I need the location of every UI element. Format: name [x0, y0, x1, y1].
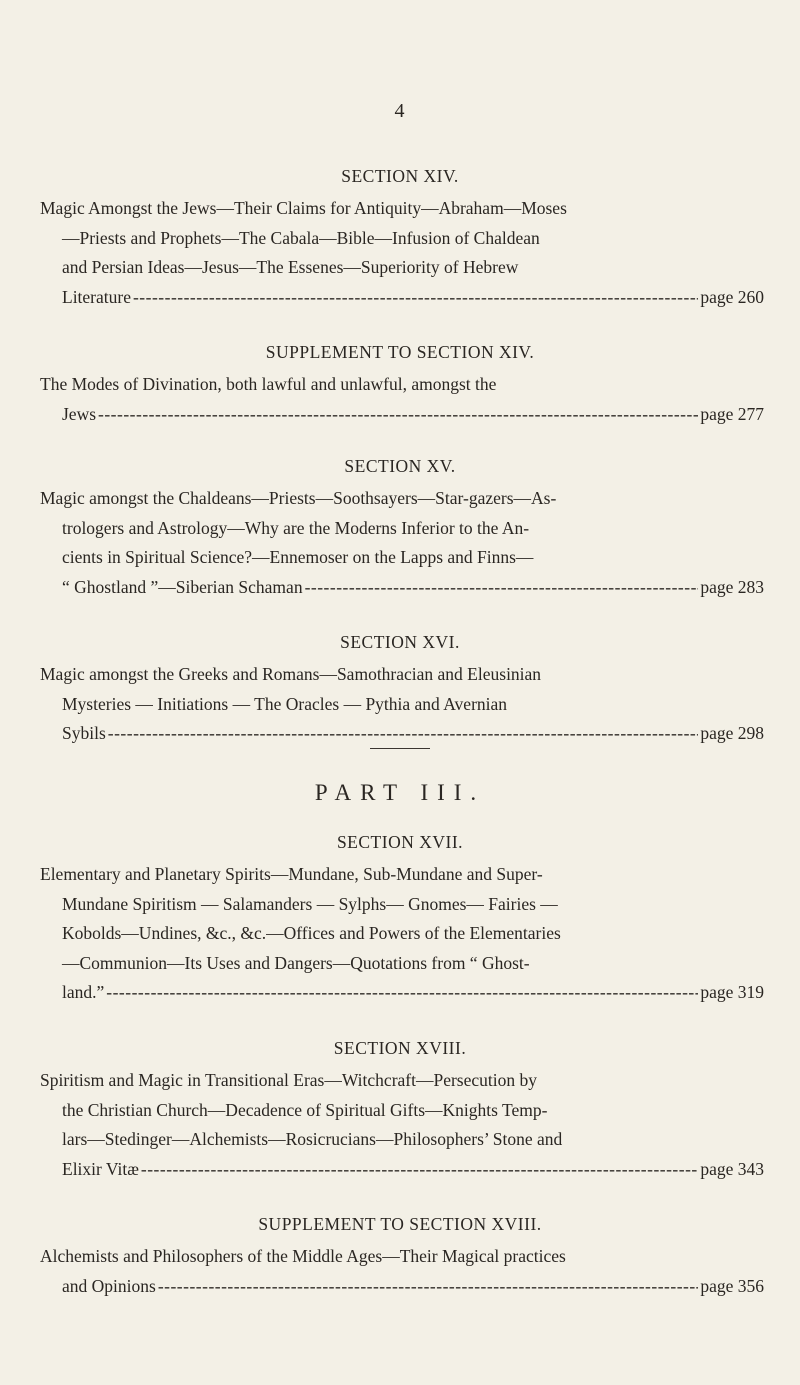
- toc-entry: [40, 1242, 764, 1301]
- dot-leader: [141, 1155, 698, 1185]
- page-reference: page 277: [700, 403, 764, 424]
- entry-leader-line: [40, 1155, 764, 1185]
- section-heading: SECTION XVII.: [336, 832, 464, 852]
- entry-line: Jews: [62, 403, 97, 424]
- entry-line: Magic amongst the Greeks and Romans—Samothracian and Eleusinian: [40, 664, 542, 684]
- page-reference: page 260: [700, 286, 764, 307]
- page-reference: page 343: [700, 1158, 764, 1179]
- part-title: PART III.: [314, 780, 486, 805]
- entry-line: Alchemists and Philosophers of the Middle Ages—Their Magical practices: [40, 1246, 566, 1266]
- entry-line: —Communion—Its Uses and Dangers—Quotations from “ Ghost-: [62, 952, 530, 973]
- toc-entry: [40, 484, 764, 602]
- page-reference: page 298: [700, 723, 764, 743]
- entry-leader-line: [40, 719, 764, 749]
- page-number: 4: [394, 100, 406, 122]
- dot-leader: [133, 283, 698, 313]
- entry-line: Mundane Spiritism — Salamanders — Sylphs— Gnomes— Fairies —: [62, 893, 558, 914]
- entry-line: Elixir Vitæ: [62, 1158, 139, 1179]
- entry-leader-line: [40, 283, 764, 313]
- entry-line: “ Ghostland ”—Siberian Schaman: [62, 576, 303, 597]
- entry-line: and Opinions: [62, 1275, 156, 1296]
- section-heading: SECTION XIV.: [341, 166, 459, 186]
- page-reference: page 319: [700, 982, 764, 1002]
- entry-line: Sybils: [62, 723, 106, 743]
- dot-leader: [305, 573, 699, 603]
- entry-line: the Christian Church—Decadence of Spiritual Gifts—Knights Temp-: [62, 1099, 548, 1120]
- dot-leader: [108, 719, 699, 749]
- entry-leader-line: [40, 1272, 764, 1302]
- toc-entry: [40, 194, 764, 312]
- toc-entry: [40, 660, 764, 749]
- page-reference: page 283: [700, 576, 764, 597]
- section-heading: SECTION XVIII.: [333, 1038, 467, 1058]
- section-heading: SECTION XVI.: [340, 632, 460, 652]
- dot-leader: [98, 400, 698, 430]
- entry-leader-line: [40, 978, 764, 1008]
- toc-entry: [40, 1066, 764, 1184]
- entry-line: Spiritism and Magic in Transitional Eras—Witchcraft—Persecution by: [40, 1070, 537, 1090]
- entry-line: Elementary and Planetary Spirits—Mundane, Sub-Mundane and Super-: [40, 864, 543, 884]
- dot-leader: [106, 978, 698, 1008]
- entry-line: Magic amongst the Chaldeans—Priests—Soothsayers—Star-gazers—As-: [40, 488, 557, 508]
- entry-leader-line: [40, 573, 764, 603]
- entry-line: and Persian Ideas—Jesus—The Essenes—Superiority of Hebrew: [62, 257, 519, 277]
- entry-leader-line: [40, 400, 764, 430]
- entry-line: Literature: [62, 286, 131, 307]
- entry-line: —Priests and Prophets—The Cabala—Bible—Infusion of Chaldean: [62, 227, 540, 248]
- page-reference: page 356: [700, 1275, 764, 1296]
- section-heading: SUPPLEMENT TO SECTION XIV.: [265, 342, 535, 362]
- section-divider: [370, 748, 430, 749]
- dot-leader: [158, 1272, 699, 1302]
- entry-line: The Modes of Divination, both lawful and unlawful, amongst the: [40, 374, 497, 394]
- entry-line: trologers and Astrology—Why are the Moderns Inferior to the An-: [62, 517, 530, 538]
- section-heading: SECTION XV.: [344, 456, 456, 476]
- entry-line: Kobolds—Undines, &c., &c.—Offices and Powers of the Elementaries: [62, 923, 561, 943]
- entry-line: lars—Stedinger—Alchemists—Rosicrucians—Philosophers’ Stone and: [62, 1129, 563, 1149]
- entry-line: Magic Amongst the Jews—Their Claims for Antiquity—Abraham—Moses: [40, 198, 567, 218]
- entry-line: Mysteries — Initiations — The Oracles — Pythia and Avernian: [62, 693, 508, 714]
- entry-line: cients in Spiritual Science?—Ennemoser on the Lapps and Finns—: [62, 547, 534, 567]
- toc-entry: [40, 370, 764, 429]
- toc-entry: [40, 860, 764, 1008]
- section-heading: SUPPLEMENT TO SECTION XVIII.: [258, 1214, 542, 1234]
- entry-line: land.”: [62, 982, 105, 1002]
